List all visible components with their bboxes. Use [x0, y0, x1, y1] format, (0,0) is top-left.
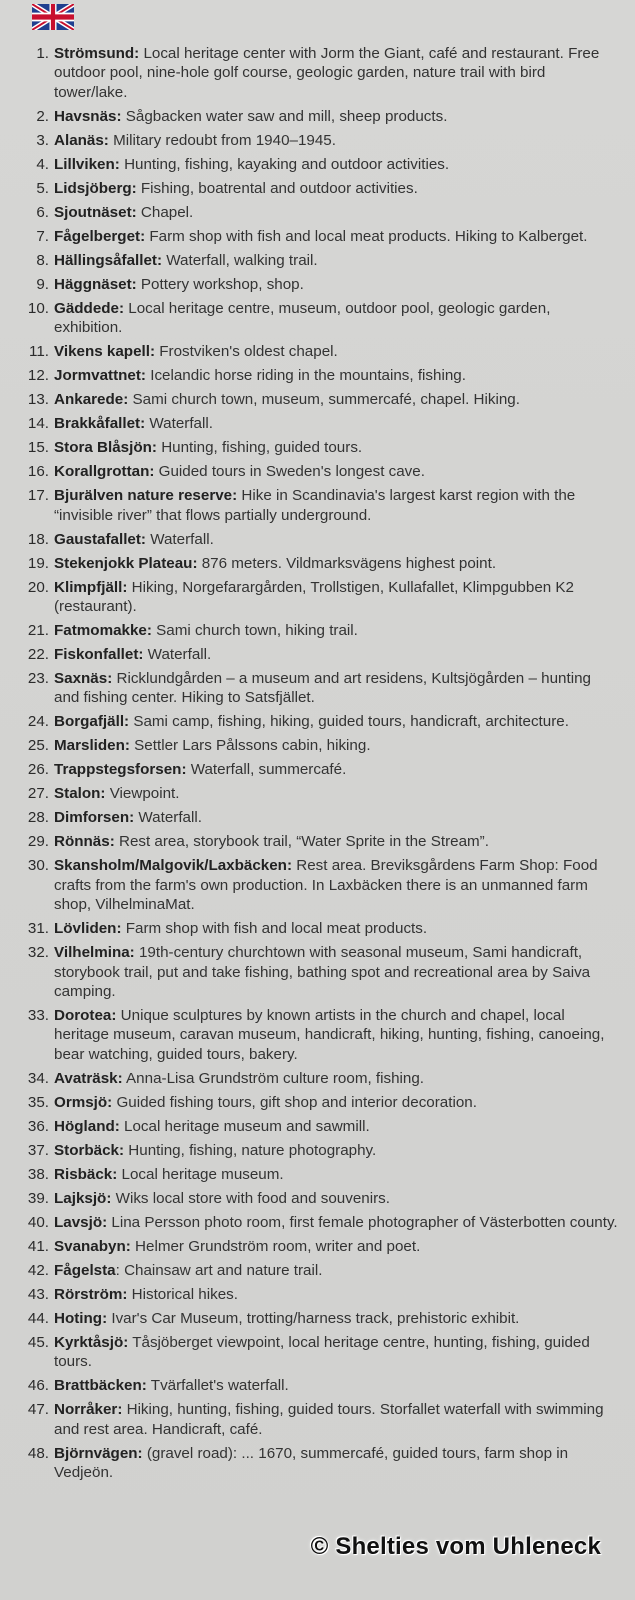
place-name: Korallgrottan: — [54, 463, 155, 481]
item-number: 43. — [27, 1285, 49, 1303]
item-text — [54, 203, 620, 222]
item-text — [54, 486, 620, 525]
place-name: Ormsjö: — [54, 1093, 113, 1111]
place-description: Waterfall. — [146, 530, 214, 548]
place-name: Bjurälven nature reserve: — [54, 487, 238, 505]
list-item — [20, 760, 620, 779]
place-description: Waterfall. — [134, 809, 202, 827]
item-text — [54, 438, 620, 457]
place-name: Häggnäset: — [54, 275, 137, 293]
item-number: 31. — [27, 920, 49, 938]
list-item — [20, 712, 620, 731]
list-item — [20, 856, 620, 914]
place-description: Settler Lars Pålssons cabin, hiking. — [129, 737, 371, 755]
list-item — [20, 1189, 620, 1208]
place-name: Kyrktåsjö: — [54, 1333, 129, 1351]
place-description: Guided tours in Sweden's longest cave. — [154, 463, 425, 481]
item-number: 48. — [27, 1444, 49, 1462]
place-name: Rönnäs: — [54, 833, 115, 851]
item-number: 39. — [27, 1189, 49, 1207]
place-name: Stalon: — [54, 785, 106, 803]
place-name: Brakkåfallet: — [54, 415, 146, 433]
list-item — [20, 227, 620, 246]
place-description: Tvärfallet's waterfall. — [146, 1377, 289, 1395]
list-item — [20, 1333, 620, 1372]
place-name: Björnvägen: — [54, 1444, 143, 1462]
item-number: 19. — [27, 554, 49, 572]
list-item — [20, 943, 620, 1001]
item-number: 8. — [36, 251, 49, 269]
item-text — [54, 1444, 620, 1483]
place-description: Guided fishing tours, gift shop and interior decoration. — [112, 1093, 477, 1111]
item-number: 9. — [36, 275, 49, 293]
item-number: 23. — [27, 670, 49, 688]
place-description: Fishing, boatrental and outdoor activities. — [136, 179, 418, 197]
place-description: Chapel. — [136, 203, 194, 221]
place-name: Sjoutnäset: — [54, 203, 137, 221]
list-item — [20, 1376, 620, 1395]
place-name: Saxnäs: — [54, 670, 113, 688]
item-number: 18. — [27, 530, 49, 548]
item-text — [54, 390, 620, 409]
item-text — [54, 227, 620, 246]
list-item — [20, 645, 620, 664]
item-number: 46. — [27, 1377, 49, 1395]
item-number: 13. — [27, 391, 49, 409]
place-name: Lillviken: — [54, 155, 120, 173]
place-name: Lidsjöberg: — [54, 179, 137, 197]
list-item — [20, 1093, 620, 1112]
list-item — [20, 251, 620, 270]
list-item — [20, 1165, 620, 1184]
item-text — [54, 131, 620, 150]
place-description: Pottery workshop, shop. — [136, 275, 304, 293]
place-description: Icelandic horse riding in the mountains, fishing. — [146, 367, 466, 385]
item-text — [54, 1165, 620, 1184]
place-name: Vilhelmina: — [54, 944, 135, 962]
place-name: Fågelsta — [54, 1261, 116, 1279]
place-description: : Chainsaw art and nature trail. — [115, 1261, 323, 1279]
item-text — [54, 179, 620, 198]
list-item — [20, 438, 620, 457]
place-description: Sami camp, fishing, hiking, guided tours, handicraft, architecture. — [129, 713, 569, 731]
item-number: 22. — [27, 646, 49, 664]
item-number: 34. — [27, 1069, 49, 1087]
list-item — [20, 1261, 620, 1280]
list-item — [20, 1444, 620, 1483]
item-number: 1. — [36, 45, 49, 62]
item-text — [54, 107, 620, 126]
place-description: Waterfall. — [145, 415, 213, 433]
place-description: Hiking, hunting, fishing, guided tours. Storfallet waterfall with swimming and rest area. Handicraft, café. — [54, 1401, 604, 1438]
place-name: Lövliden: — [54, 920, 122, 938]
place-name: Skansholm/Malgovik/Laxbäcken: — [54, 857, 293, 875]
place-name: Stekenjokk Plateau: — [54, 554, 198, 572]
place-description: Local heritage center with Jorm the Giant, café and restaurant. Free outdoor pool, nine-hole golf course, geologic garden, nature trail with bird tower/lake. — [54, 45, 600, 101]
place-name: Jormvattnet: — [54, 367, 146, 385]
list-item — [20, 155, 620, 174]
list-item — [20, 808, 620, 827]
place-description: 19th-century churchtown with seasonal museum, Sami handicraft, storybook trail, put and take fishing, bathing spot and recreational area by Saiva camping. — [54, 944, 591, 1001]
item-text — [54, 1400, 620, 1439]
list-item — [20, 131, 620, 150]
item-number: 2. — [36, 107, 49, 125]
place-description: Rest area, storybook trail, “Water Sprite in the Stream”. — [114, 833, 489, 851]
item-text — [54, 1093, 620, 1112]
item-text — [54, 1333, 620, 1372]
place-name: Hoting: — [54, 1309, 108, 1327]
item-number: 30. — [27, 857, 49, 875]
list-item — [20, 1400, 620, 1439]
item-text — [54, 808, 620, 827]
place-description: Hunting, fishing, nature photography. — [124, 1141, 377, 1159]
item-text — [54, 760, 620, 779]
place-name: Svanabyn: — [54, 1237, 131, 1255]
item-number: 44. — [27, 1309, 49, 1327]
place-name: Trappstegsforsen: — [54, 761, 187, 779]
item-text — [54, 530, 620, 549]
place-description: Military redoubt from 1940–1945. — [108, 131, 336, 149]
place-name: Alanäs: — [54, 131, 109, 149]
place-name: Norråker: — [54, 1401, 123, 1419]
list-item — [20, 1069, 620, 1088]
item-number: 15. — [27, 439, 49, 457]
place-description: Tåsjöberget viewpoint, local heritage centre, hunting, fishing, guided tours. — [54, 1333, 590, 1371]
place-name: Högland: — [54, 1117, 120, 1135]
list-item — [20, 366, 620, 385]
item-text — [54, 669, 620, 708]
item-number: 40. — [27, 1213, 49, 1231]
list-item — [20, 1309, 620, 1328]
uk-flag-icon — [32, 4, 74, 30]
list-item — [20, 1237, 620, 1256]
place-name: Marsliden: — [54, 737, 130, 755]
item-number: 24. — [27, 713, 49, 731]
item-number: 47. — [27, 1401, 49, 1419]
item-text — [54, 554, 620, 573]
item-number: 33. — [27, 1007, 49, 1025]
item-number: 27. — [27, 785, 49, 803]
item-text — [54, 1117, 620, 1136]
item-number: 5. — [36, 179, 49, 197]
place-description: Ricklundgården – a museum and art residens, Kultsjögården – hunting and fishing center. Hiking to Satsfjället. — [54, 670, 591, 707]
list-item — [20, 1141, 620, 1160]
list-item — [20, 1117, 620, 1136]
place-description: Helmer Grundström room, writer and poet. — [130, 1237, 421, 1255]
item-text — [54, 462, 620, 481]
item-text — [54, 832, 620, 851]
place-description: Sami church town, museum, summercafé, chapel. Hiking. — [128, 391, 520, 409]
place-description: Hike in Scandinavia's largest karst region with the “invisible river” that flows partially underground. — [54, 487, 576, 524]
list-item — [20, 107, 620, 126]
place-description: Viewpoint. — [105, 785, 180, 803]
place-description: Sågbacken water saw and mill, sheep products. — [121, 107, 448, 125]
item-number: 28. — [27, 809, 49, 827]
item-number: 16. — [27, 463, 49, 481]
place-name: Vikens kapell: — [54, 343, 156, 361]
list-item — [20, 832, 620, 851]
item-number: 42. — [27, 1261, 49, 1279]
item-number: 20. — [27, 578, 49, 596]
item-text — [54, 578, 620, 617]
place-description: Waterfall. — [143, 646, 212, 664]
place-name: Brattbäcken: — [54, 1377, 147, 1395]
list-item — [20, 299, 620, 338]
item-number: 45. — [27, 1333, 49, 1351]
item-text — [54, 1006, 620, 1064]
list-item — [20, 486, 620, 525]
item-text — [54, 1213, 620, 1232]
list-item — [20, 554, 620, 573]
place-description: Waterfall, summercafé. — [186, 761, 347, 779]
item-text — [54, 919, 620, 938]
item-text — [54, 251, 620, 270]
list-item — [20, 530, 620, 549]
place-description: Historical hikes. — [127, 1285, 238, 1303]
list-item — [20, 621, 620, 640]
item-text — [54, 712, 620, 731]
place-name: Storbäck: — [54, 1141, 125, 1159]
list-item — [20, 342, 620, 361]
attractions-list — [20, 44, 620, 1487]
place-name: Gaustafallet: — [54, 530, 146, 548]
place-name: Stora Blåsjön: — [54, 439, 157, 457]
place-description: Wiks local store with food and souvenirs. — [111, 1189, 390, 1207]
place-name: Klimpfjäll: — [54, 578, 128, 596]
item-text — [54, 1309, 620, 1328]
item-number: 7. — [36, 227, 49, 245]
list-item — [20, 275, 620, 294]
place-name: Fågelberget: — [54, 227, 146, 245]
list-item — [20, 1285, 620, 1304]
item-text — [54, 1069, 620, 1088]
item-number: 11. — [29, 343, 49, 361]
item-text — [54, 943, 620, 1001]
place-name: Avaträsk: — [54, 1069, 123, 1087]
item-text — [54, 299, 620, 338]
item-number: 6. — [36, 203, 49, 221]
place-description: Farm shop with fish and local meat products. — [121, 920, 428, 938]
item-number: 17. — [27, 487, 49, 505]
place-name: Risbäck: — [54, 1165, 118, 1183]
place-name: Dimforsen: — [54, 809, 135, 827]
item-text — [54, 1141, 620, 1160]
place-name: Lavsjö: — [54, 1213, 108, 1231]
item-number: 12. — [27, 367, 49, 385]
item-number: 36. — [27, 1117, 49, 1135]
place-description: Ivar's Car Museum, trotting/harness track, prehistoric exhibit. — [107, 1309, 520, 1327]
item-number: 37. — [27, 1141, 49, 1159]
item-text — [54, 1376, 620, 1395]
place-description: 876 meters. Vildmarksvägens highest point. — [197, 554, 497, 572]
list-item — [20, 390, 620, 409]
item-text — [54, 784, 620, 803]
item-number: 25. — [27, 737, 49, 755]
place-name: Dorotea: — [54, 1007, 117, 1025]
place-description: Hunting, fishing, guided tours. — [156, 439, 363, 457]
place-description: Frostviken's oldest chapel. — [155, 343, 338, 361]
list-item — [20, 784, 620, 803]
list-item — [20, 1006, 620, 1064]
list-item — [20, 919, 620, 938]
item-number: 14. — [27, 415, 49, 433]
item-text — [54, 275, 620, 294]
item-text — [54, 736, 620, 755]
place-name: Havsnäs: — [54, 107, 122, 125]
place-description: Unique sculptures by known artists in the church and chapel, local heritage museum, caravan museum, handicraft, hiking, hunting, fishing, canoeing, bear watching, guided tours, bakery. — [54, 1007, 605, 1063]
list-item — [20, 1213, 620, 1232]
place-description: Lina Persson photo room, first female photographer of Västerbotten county. — [107, 1213, 618, 1231]
place-name: Rörström: — [54, 1285, 128, 1303]
list-item — [20, 736, 620, 755]
place-description: Local heritage centre, museum, outdoor pool, geologic garden, exhibition. — [54, 299, 551, 337]
item-number: 41. — [27, 1237, 49, 1255]
item-text — [54, 1261, 620, 1280]
item-text — [54, 1237, 620, 1256]
place-name: Fatmomakke: — [54, 622, 152, 640]
item-text — [54, 621, 620, 640]
item-text — [54, 44, 620, 102]
place-description: Anna-Lisa Grundström culture room, fishing. — [122, 1069, 425, 1087]
list-item — [20, 203, 620, 222]
place-name: Ankarede: — [54, 391, 129, 409]
copyright-watermark: © Shelties vom Uhleneck — [310, 1533, 601, 1560]
place-description: Waterfall, walking trail. — [162, 251, 318, 269]
item-number: 26. — [27, 761, 49, 779]
item-text — [54, 1189, 620, 1208]
item-number: 35. — [27, 1093, 49, 1111]
place-description: Sami church town, hiking trail. — [151, 622, 358, 640]
item-text — [54, 155, 620, 174]
item-text — [54, 342, 620, 361]
list-item — [20, 414, 620, 433]
place-description: Hunting, fishing, kayaking and outdoor activities. — [119, 155, 450, 173]
list-item — [20, 669, 620, 708]
place-description: Farm shop with fish and local meat products. Hiking to Kalberget. — [145, 227, 588, 245]
place-name: Hällingsåfallet: — [54, 251, 163, 269]
place-description: Hiking, Norgefarargården, Trollstigen, Kullafallet, Klimpgubben K2 (restaurant). — [54, 578, 575, 616]
list-item — [20, 462, 620, 481]
place-name: Lajksjö: — [54, 1189, 112, 1207]
item-number: 32. — [27, 944, 49, 962]
item-number: 10. — [27, 299, 49, 317]
place-name: Strömsund: — [54, 45, 140, 62]
list-item — [20, 44, 620, 102]
item-number: 3. — [36, 131, 49, 149]
item-number: 4. — [36, 155, 49, 173]
place-name: Borgafjäll: — [54, 713, 130, 731]
place-name: Gäddede: — [54, 299, 125, 317]
item-text — [54, 1285, 620, 1304]
list-item — [20, 179, 620, 198]
item-text — [54, 856, 620, 914]
item-number: 21. — [27, 622, 49, 640]
place-description: Local heritage museum and sawmill. — [119, 1117, 370, 1135]
item-number: 38. — [27, 1165, 49, 1183]
item-text — [54, 414, 620, 433]
item-text — [54, 366, 620, 385]
item-number: 29. — [27, 833, 49, 851]
place-description: (gravel road): ... 1670, summercafé, guided tours, farm shop in Vedjeön. — [54, 1444, 569, 1482]
place-description: Local heritage museum. — [117, 1165, 284, 1183]
place-name: Fiskonfallet: — [54, 646, 144, 664]
place-description: Rest area. Breviksgårdens Farm Shop: Food crafts from the farm's own production. In Laxbäcken there is an unmanned farm shop, VilhelminaMat. — [54, 857, 598, 914]
list-item — [20, 578, 620, 617]
item-text — [54, 645, 620, 664]
